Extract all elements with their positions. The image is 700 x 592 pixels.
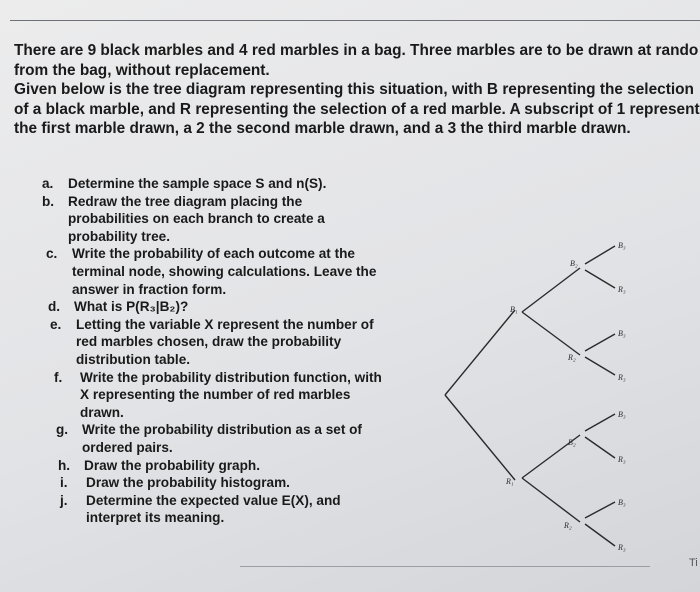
branch-b3 xyxy=(585,246,615,264)
node-label-r3: R₃ xyxy=(618,285,626,294)
branch-b3 xyxy=(585,414,615,431)
branch-b1 xyxy=(445,310,515,395)
item-text: Redraw the tree diagram placing the probabilities on each branch to create a probability tree. xyxy=(68,193,325,244)
question-list xyxy=(42,175,382,527)
intro-line: from the bag, without replacement. xyxy=(14,61,270,79)
question-item-h xyxy=(58,457,382,475)
item-label: c. xyxy=(46,246,58,262)
node-label-r2: R₂ xyxy=(568,353,576,362)
branch-b3 xyxy=(585,502,615,518)
branch-b1-r2 xyxy=(522,312,580,355)
question-item-d xyxy=(48,298,382,316)
node-label-b2: B₂ xyxy=(570,259,578,268)
branch-r1 xyxy=(445,395,515,480)
item-text: Write the probability distribution as a set of ordered pairs. xyxy=(82,422,362,455)
node-label-r2: R₂ xyxy=(564,521,572,530)
branch-r1-r2 xyxy=(522,478,580,522)
item-label: i. xyxy=(60,475,68,491)
item-text: Write the probability distribution function, with X representing the number of red marbles drawn. xyxy=(80,369,382,420)
cut-off-text: Ti xyxy=(689,557,698,569)
intro-line: of a black marble, and R representing the selection of a red marble. A subscript of 1 represent xyxy=(14,100,700,118)
question-item-a xyxy=(42,175,382,193)
question-item-c xyxy=(46,245,382,298)
branch-r3 xyxy=(585,270,615,288)
node-label-b3: B₃ xyxy=(618,241,626,250)
item-label: g. xyxy=(56,422,69,438)
item-label: e. xyxy=(50,316,62,332)
question-item-i xyxy=(60,474,382,492)
problem-intro xyxy=(14,41,700,139)
branch-b3 xyxy=(585,334,615,351)
question-item-j xyxy=(60,492,382,527)
node-label-b3: B₃ xyxy=(618,329,626,338)
item-label: f. xyxy=(54,369,63,385)
top-divider xyxy=(10,20,700,21)
node-label-r1: R₁ xyxy=(506,477,514,486)
item-text: Letting the variable X represent the number of red marbles chosen, draw the probability distribution table. xyxy=(76,316,374,367)
question-item-b xyxy=(42,193,382,246)
item-label: d. xyxy=(48,299,61,315)
branch-b1-b2 xyxy=(522,268,580,312)
item-label: a. xyxy=(42,176,54,191)
item-text: Write the probability of each outcome at the terminal node, showing calculations. Leave the answer in fraction form. xyxy=(72,246,377,297)
node-label-b3: B₃ xyxy=(618,498,626,507)
node-label-r3: R₃ xyxy=(618,455,626,464)
node-label-r3: R₃ xyxy=(618,373,626,382)
branch-r3 xyxy=(585,357,615,375)
node-label-r3: R₃ xyxy=(618,543,626,552)
branch-r3 xyxy=(585,437,615,458)
item-text: Determine the sample space S and n(S). xyxy=(68,176,327,191)
item-label: h. xyxy=(58,457,71,473)
node-label-b1: B₁ xyxy=(510,305,518,314)
item-label: j. xyxy=(60,492,68,508)
intro-line: the first marble drawn, a 2 the second marble drawn, and a 3 the third marble drawn. xyxy=(14,120,631,138)
intro-line: There are 9 black marbles and 4 red marbles in a bag. Three marbles are to be drawn at rando xyxy=(14,42,699,59)
question-item-f xyxy=(54,369,382,422)
item-text: Determine the expected value E(X), and interpret its meaning. xyxy=(86,492,341,526)
intro-line: Given below is the tree diagram representing this situation, with B representing the selection xyxy=(14,81,694,99)
node-label-b3: B₃ xyxy=(618,410,626,419)
bottom-divider xyxy=(240,566,650,567)
item-text: What is P(R₃|B₂)? xyxy=(74,299,189,315)
tree-diagram xyxy=(430,230,650,560)
item-label: b. xyxy=(42,193,55,209)
node-label-b2: B₂ xyxy=(568,438,576,447)
question-item-e xyxy=(50,316,382,369)
item-text: Draw the probability histogram. xyxy=(86,475,290,491)
item-text: Draw the probability graph. xyxy=(84,457,260,473)
branch-r3 xyxy=(585,524,615,546)
question-item-g xyxy=(56,421,382,456)
